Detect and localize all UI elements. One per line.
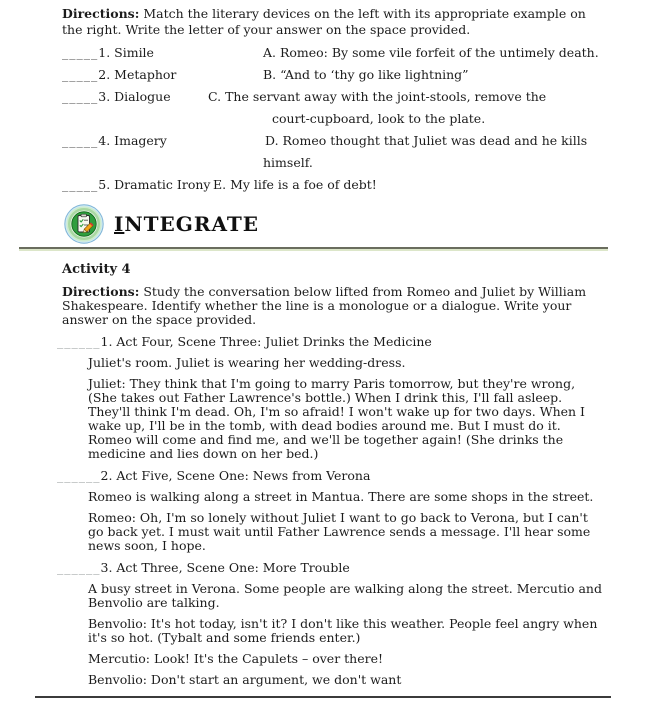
match-row-2 bbox=[62, 64, 610, 86]
match-option-a: A. Romeo: By some vile forfeit of the untimely death. bbox=[263, 45, 599, 60]
integrate-title: INTEGRATE bbox=[114, 212, 260, 236]
integrate-banner bbox=[64, 204, 646, 244]
scene-heading: 2. Act Five, Scene One: News from Verona bbox=[100, 468, 371, 483]
activity-directions bbox=[62, 285, 606, 327]
answer-blank: _____ bbox=[62, 177, 99, 192]
scene-heading: 3. Act Three, Scene One: More Trouble bbox=[100, 560, 350, 575]
dialogue-line: Benvolio: Don't start an argument, we don't want bbox=[88, 672, 402, 687]
answer-blank: _____ bbox=[62, 45, 99, 60]
match-item-label: 4. Imagery bbox=[98, 133, 167, 148]
directions-text: Match the literary devices on the left with its appropriate example on the right. Write the letter of your answer on the space provided. bbox=[62, 6, 586, 37]
match-row-5 bbox=[62, 174, 610, 196]
matching-rows bbox=[62, 42, 610, 196]
clipboard-pencil-icon bbox=[64, 204, 104, 244]
matching-directions bbox=[62, 6, 610, 38]
match-option-d: D. Romeo thought that Juliet was dead and he kills bbox=[265, 133, 588, 148]
activity-4-section bbox=[57, 262, 606, 687]
activity-item-3-heading bbox=[57, 561, 606, 575]
match-option-c: C. The servant away with the joint-stools, remove the bbox=[208, 89, 547, 104]
answer-blank: _____ bbox=[62, 133, 99, 148]
dialogue-line: Mercutio: Look! It's the Capulets – over there! bbox=[88, 651, 384, 666]
answer-blank: _____ bbox=[62, 89, 99, 104]
match-option-b: B. “And to ‘thy go like lightning” bbox=[263, 67, 469, 82]
match-item-label: 5. Dramatic Irony bbox=[98, 177, 211, 192]
match-option-c-continued: court-cupboard, look to the plate. bbox=[272, 111, 486, 126]
scene-description: Romeo is walking along a street in Mantua. There are some shops in the street. bbox=[88, 489, 594, 504]
section-divider bbox=[19, 247, 608, 249]
page-bottom-rule bbox=[35, 696, 611, 698]
directions-label: Directions: bbox=[62, 6, 140, 21]
activity-item-1-heading bbox=[57, 335, 606, 349]
match-item-label: 2. Metaphor bbox=[98, 67, 177, 82]
answer-blank: ______ bbox=[57, 468, 101, 483]
scene-description: A busy street in Verona. Some people are walking along the street. Mercutio and Benvolio are talking. bbox=[88, 581, 602, 610]
dialogue-line: Romeo: Oh, I'm so lonely without Juliet I want to go back to Verona, but I can't go back yet. I must wait until Father Lawrence sends a message. I'll hear some news soon, I hope. bbox=[88, 510, 591, 553]
worksheet-page bbox=[0, 6, 646, 703]
dialogue-line: Juliet: They think that I'm going to marry Paris tomorrow, but they're wrong, (She takes out Father Lawrence's bottle.) When I drink this, I'll fall asleep. They'll think I'm dead. Oh, I'm so afraid! I won't wake up for two days. When I wake up, I'll be in the tomb, with dead bodies around me. But I must do it. Romeo will come and find me, and we'll be together again! (She drinks the medicine and lies down on her bed.) bbox=[88, 376, 585, 461]
match-option-e: E. My life is a foe of debt! bbox=[213, 177, 377, 192]
answer-blank: _____ bbox=[62, 67, 99, 82]
matching-exercise-section bbox=[62, 6, 610, 196]
dialogue-line: Benvolio: It's hot today, isn't it? I don't like this weather. People feel angry when it's so hot. (Tybalt and some friends enter.) bbox=[88, 616, 598, 645]
directions-text: Study the conversation below lifted from Romeo and Juliet by William Shakespeare. Identify whether the line is a monologue or a dialogue. Write your answer on the space provided. bbox=[62, 284, 587, 327]
activity-item-2-heading bbox=[57, 469, 606, 483]
match-row-3 bbox=[62, 86, 610, 130]
match-item-label: 3. Dialogue bbox=[98, 89, 171, 104]
match-option-d-continued: himself. bbox=[263, 155, 313, 170]
scene-description: Juliet's room. Juliet is wearing her wedding-dress. bbox=[88, 355, 406, 370]
answer-blank: ______ bbox=[57, 334, 101, 349]
answer-blank: ______ bbox=[57, 560, 101, 575]
match-row-4 bbox=[62, 130, 610, 174]
match-item-label: 1. Simile bbox=[98, 45, 154, 60]
directions-label: Directions: bbox=[62, 284, 140, 299]
scene-heading: 1. Act Four, Scene Three: Juliet Drinks the Medicine bbox=[100, 334, 432, 349]
activity-title: Activity 4 bbox=[62, 262, 131, 277]
match-row-1 bbox=[62, 42, 610, 64]
